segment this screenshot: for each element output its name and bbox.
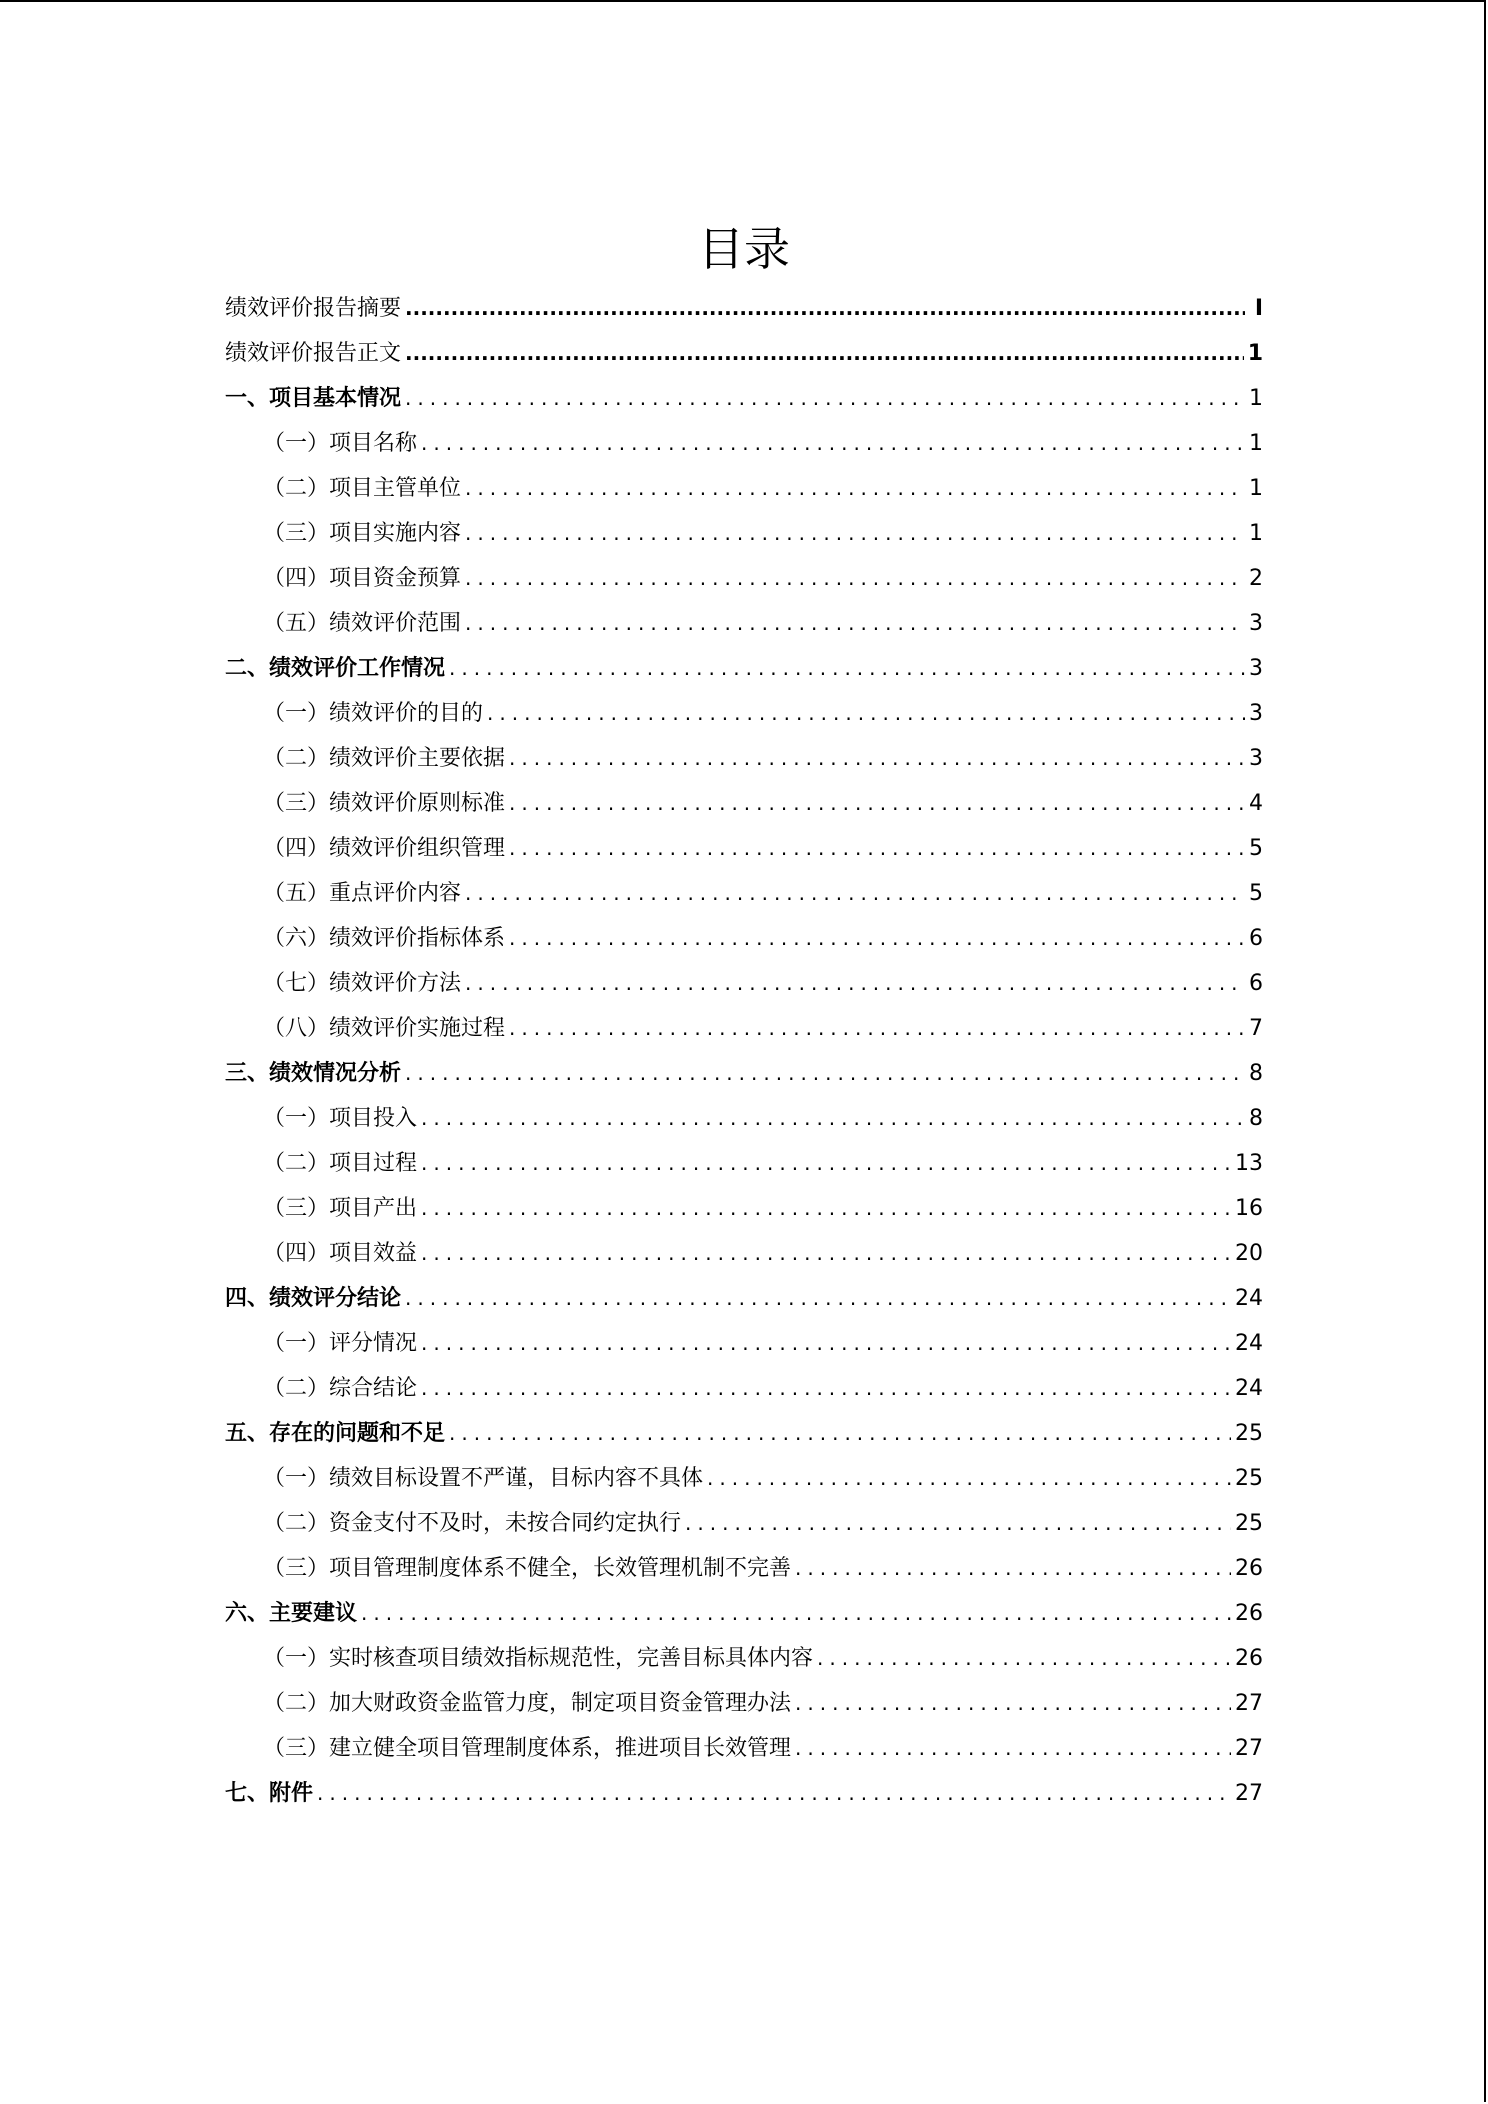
toc-entry[interactable] xyxy=(225,601,1263,646)
toc-entry[interactable] xyxy=(225,466,1263,511)
toc-page-number: 4 xyxy=(1249,791,1263,816)
toc-entry-label: （二）资金支付不及时，未按合同约定执行 xyxy=(263,1511,682,1536)
toc-entry-label: 七、附件 xyxy=(225,1781,314,1806)
toc-entry[interactable] xyxy=(225,331,1263,376)
toc-entry[interactable] xyxy=(225,286,1263,331)
toc-entry[interactable] xyxy=(225,1051,1263,1096)
toc-page-number: 27 xyxy=(1235,1781,1263,1806)
toc-entry[interactable] xyxy=(225,691,1263,736)
toc-leader-dots xyxy=(421,1096,1245,1141)
toc-leader-dots xyxy=(509,916,1245,961)
toc-entry-label: （五）重点评价内容 xyxy=(263,881,462,906)
toc-leader-dots xyxy=(509,781,1245,826)
toc-entry-label: （二）绩效评价主要依据 xyxy=(263,746,506,771)
toc-leader-dots xyxy=(317,1771,1231,1816)
toc-entry-label: （七）绩效评价方法 xyxy=(263,971,462,996)
toc-page-number: 24 xyxy=(1235,1286,1263,1311)
toc-leader-dots xyxy=(421,1321,1231,1366)
toc-page-number: 16 xyxy=(1235,1196,1263,1221)
toc-page-number: 25 xyxy=(1235,1466,1263,1491)
toc-page-number: 1 xyxy=(1249,476,1263,501)
toc-entry-label: 六、主要建议 xyxy=(225,1601,358,1626)
toc-entry-label: （一）绩效目标设置不严谨，目标内容不具体 xyxy=(263,1466,704,1491)
toc-entry[interactable] xyxy=(225,1231,1263,1276)
toc-leader-dots xyxy=(405,331,1244,376)
toc-leader-dots xyxy=(421,1141,1231,1186)
toc-page-number: 3 xyxy=(1249,746,1263,771)
toc-entry[interactable] xyxy=(225,1321,1263,1366)
toc-entry-label: （一）评分情况 xyxy=(263,1331,418,1356)
toc-leader-dots xyxy=(509,736,1245,781)
toc-entry-label: 绩效评价报告正文 xyxy=(225,341,402,366)
toc-page-number: 27 xyxy=(1235,1691,1263,1716)
toc-leader-dots xyxy=(509,1006,1245,1051)
toc-page-number: 5 xyxy=(1249,881,1263,906)
toc-entry[interactable] xyxy=(225,1141,1263,1186)
toc-entry[interactable] xyxy=(225,646,1263,691)
toc-leader-dots xyxy=(405,1051,1245,1096)
toc-entry[interactable] xyxy=(225,736,1263,781)
toc-entry[interactable] xyxy=(225,1006,1263,1051)
toc-entry-label: （四）绩效评价组织管理 xyxy=(263,836,506,861)
toc-page-number: 3 xyxy=(1249,701,1263,726)
toc-entry[interactable] xyxy=(225,1636,1263,1681)
toc-page-number: 5 xyxy=(1249,836,1263,861)
toc-page-number: 7 xyxy=(1249,1016,1263,1041)
toc-entry[interactable] xyxy=(225,376,1263,421)
toc-page-number: 1 xyxy=(1247,341,1263,366)
toc-page-number: 24 xyxy=(1235,1331,1263,1356)
toc-leader-dots xyxy=(465,961,1245,1006)
toc-entry-label: （四）项目资金预算 xyxy=(263,566,462,591)
toc-leader-dots xyxy=(795,1726,1231,1771)
toc-entry-label: （一）实时核查项目绩效指标规范性，完善目标具体内容 xyxy=(263,1646,814,1671)
toc-leader-dots xyxy=(465,556,1245,601)
toc-page-number: 3 xyxy=(1249,611,1263,636)
toc-entry-label: （三）绩效评价原则标准 xyxy=(263,791,506,816)
toc-leader-dots xyxy=(405,1276,1231,1321)
toc-page-number: 8 xyxy=(1249,1061,1263,1086)
toc-page-number: 27 xyxy=(1235,1736,1263,1761)
toc-leader-dots xyxy=(405,376,1245,421)
toc-page-number: 26 xyxy=(1235,1646,1263,1671)
toc-entry-label: （三）建立健全项目管理制度体系，推进项目长效管理 xyxy=(263,1736,792,1761)
toc-entry-label: （二）项目过程 xyxy=(263,1151,418,1176)
toc-leader-dots xyxy=(449,1411,1231,1456)
toc-entry-label: （二）加大财政资金监管力度，制定项目资金管理办法 xyxy=(263,1691,792,1716)
toc-entry[interactable] xyxy=(225,1456,1263,1501)
toc-page-number: 3 xyxy=(1249,656,1263,681)
toc-leader-dots xyxy=(421,1186,1231,1231)
toc-entry[interactable] xyxy=(225,1681,1263,1726)
toc-entry-label: 一、项目基本情况 xyxy=(225,386,402,411)
toc-entry[interactable] xyxy=(225,1591,1263,1636)
toc-entry-label: （八）绩效评价实施过程 xyxy=(263,1016,506,1041)
toc-leader-dots xyxy=(421,1231,1231,1276)
toc-entry[interactable] xyxy=(225,961,1263,1006)
toc-entry-label: （三）项目管理制度体系不健全，长效管理机制不完善 xyxy=(263,1556,792,1581)
toc-entry[interactable] xyxy=(225,1546,1263,1591)
toc-page-number: 13 xyxy=(1235,1151,1263,1176)
toc-entry-label: （一）项目投入 xyxy=(263,1106,418,1131)
toc-page-number: 1 xyxy=(1249,431,1263,456)
toc-entry[interactable] xyxy=(225,1186,1263,1231)
toc-leader-dots xyxy=(465,871,1245,916)
toc-entry[interactable] xyxy=(225,781,1263,826)
toc-entry-label: （四）项目效益 xyxy=(263,1241,418,1266)
toc-leader-dots xyxy=(795,1681,1231,1726)
toc-entry-label: （二）项目主管单位 xyxy=(263,476,462,501)
toc-leader-dots xyxy=(421,1366,1231,1411)
toc-page-number: 6 xyxy=(1249,926,1263,951)
toc-page-number: 6 xyxy=(1249,971,1263,996)
toc-entry-label: 五、存在的问题和不足 xyxy=(225,1421,446,1446)
toc-page-number: 25 xyxy=(1235,1421,1263,1446)
toc-entry[interactable] xyxy=(225,871,1263,916)
toc-leader-dots xyxy=(449,646,1245,691)
toc-leader-dots xyxy=(465,511,1245,556)
toc-entry[interactable] xyxy=(225,511,1263,556)
toc-entry-label: （三）项目产出 xyxy=(263,1196,418,1221)
toc-page-number: 25 xyxy=(1235,1511,1263,1536)
toc-page-number: 24 xyxy=(1235,1376,1263,1401)
toc-entry-label: （一）绩效评价的目的 xyxy=(263,701,484,726)
toc-entry-label: （五）绩效评价范围 xyxy=(263,611,462,636)
toc-leader-dots xyxy=(465,601,1245,646)
toc-entry-label: （三）项目实施内容 xyxy=(263,521,462,546)
toc-leader-dots xyxy=(405,286,1245,331)
toc-page-number: 26 xyxy=(1235,1601,1263,1626)
toc-entry-label: （六）绩效评价指标体系 xyxy=(263,926,506,951)
toc-entry[interactable] xyxy=(225,1276,1263,1321)
toc-entry[interactable] xyxy=(225,1411,1263,1456)
toc-leader-dots xyxy=(817,1636,1231,1681)
page-title: 目录 xyxy=(698,221,790,276)
toc-leader-dots xyxy=(707,1456,1231,1501)
toc-entry[interactable] xyxy=(225,826,1263,871)
toc-entry-label: 二、绩效评价工作情况 xyxy=(225,656,446,681)
toc-entry-label: 四、绩效评分结论 xyxy=(225,1286,402,1311)
toc-page-number: 1 xyxy=(1249,521,1263,546)
toc-entry-label: （一）项目名称 xyxy=(263,431,418,456)
toc-page-number: 1 xyxy=(1249,386,1263,411)
toc-entry-label: （二）综合结论 xyxy=(263,1376,418,1401)
toc-page-number: 26 xyxy=(1235,1556,1263,1581)
toc-leader-dots xyxy=(487,691,1245,736)
toc-entry[interactable] xyxy=(225,556,1263,601)
toc-entry[interactable] xyxy=(225,421,1263,466)
toc-entry[interactable] xyxy=(225,916,1263,961)
toc-leader-dots xyxy=(421,421,1245,466)
toc-entry-label: 三、绩效情况分析 xyxy=(225,1061,402,1086)
toc-entry[interactable] xyxy=(225,1096,1263,1141)
toc-leader-dots xyxy=(509,826,1245,871)
toc-leader-dots xyxy=(685,1501,1231,1546)
toc-leader-dots xyxy=(465,466,1245,511)
toc-page-number: 2 xyxy=(1249,566,1263,591)
toc-entry[interactable] xyxy=(225,1771,1263,1816)
toc-entry[interactable] xyxy=(225,1366,1263,1411)
toc-entry[interactable] xyxy=(225,1726,1263,1771)
toc-leader-dots xyxy=(361,1591,1231,1636)
toc-entry[interactable] xyxy=(225,1501,1263,1546)
toc-page-number: I xyxy=(1254,296,1263,321)
toc-page-number: 20 xyxy=(1235,1241,1263,1266)
toc-entry-label: 绩效评价报告摘要 xyxy=(225,296,402,321)
table-of-contents xyxy=(225,286,1263,1816)
toc-leader-dots xyxy=(795,1546,1231,1591)
toc-page-number: 8 xyxy=(1249,1106,1263,1131)
